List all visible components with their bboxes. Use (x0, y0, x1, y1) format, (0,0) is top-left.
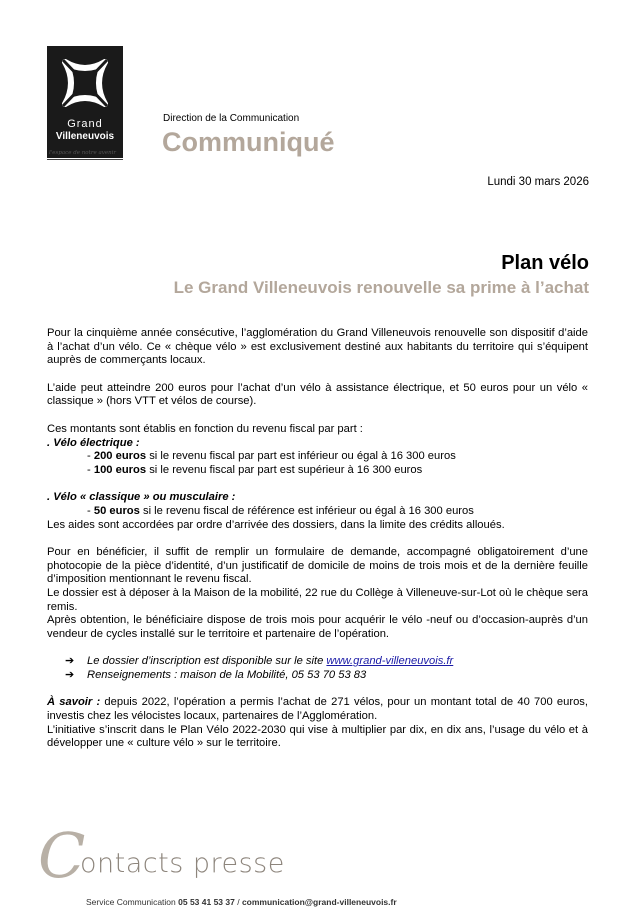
info-website-text: Le dossier d’inscription est disponible sur le site (87, 655, 327, 668)
logo-tagline: l'espace de notre avenir (49, 150, 117, 156)
arrow-right-icon: ➔ (65, 655, 75, 668)
direction-label: Direction de la Communication (163, 113, 300, 124)
press-release-subtitle: Le Grand Villeneuvois renouvelle sa prime à l’achat (173, 278, 589, 297)
paragraph-intro: Pour la cinquième année consécutive, l’agglomération du Grand Villeneuvois renouvelle son dispositif d’aide à l’achat d’un vélo. Ce « chèque vélo » est exclusivement destiné aux habitants du territoire qui s’équipent auprès de commerçants locaux. (47, 327, 588, 367)
paragraph-criteria: Ces montants sont établis en fonction du revenu fiscal par part : (47, 422, 363, 435)
logo-grand-text: Grand (67, 118, 103, 130)
electric-item: - 100 euros si le revenu fiscal par part est supérieur à 16 300 euros (87, 463, 423, 476)
logo-underline (47, 159, 123, 160)
paragraph-application: Pour en bénéficier, il suffit de remplir un formulaire de demande, accompagné obligatoirement d’une photocopie de la pièce d’identité, d’un justificatif de domicile de moins de trois mois et de la dernière feuille d’imposition mentionnant le revenu fiscal. (47, 546, 588, 586)
contacts-text: ontacts presse (80, 848, 285, 879)
paragraph-plan-velo: L’initiative s’inscrit dans le Plan Vélo 2022-2030 qui vise à multiplier par dix, en dix ans, l’usage du vélo et à développer une « culture vélo » sur le territoire. (47, 723, 588, 750)
savoir-label: À savoir : (47, 696, 101, 709)
document-type-heading: Communiqué (162, 127, 335, 157)
electric-item: - 200 euros si le revenu fiscal par part est inférieur ou égal à 16 300 euros (87, 450, 456, 463)
info-line-website (47, 655, 588, 669)
classic-item: - 50 euros si le revenu fiscal de référence est inférieur ou égal à 16 300 euros (87, 504, 474, 517)
classic-item-amount: 50 euros (93, 504, 140, 517)
paragraph-amounts: L’aide peut atteindre 200 euros pour l’achat d’un vélo à assistance électrique, et 50 euros pour un vélo « classique » (hors VTT et vélos de course). (47, 381, 588, 408)
info-contact-text: Renseignements : maison de la Mobilité, 05 53 70 53 83 (87, 668, 367, 681)
electric-item-amount: 100 euros (93, 463, 147, 476)
electric-item-text: si le revenu fiscal par part est inférieur ou égal à 16 300 euros (146, 450, 456, 463)
footer-phone: 05 53 41 53 37 (178, 897, 235, 907)
footer-service: Service Communication (86, 897, 179, 907)
electric-item-amount: 200 euros (93, 450, 147, 463)
logo-villeneuvois-text: Villeneuvois (55, 131, 115, 142)
website-link[interactable]: www.grand-villeneuvois.fr (326, 655, 454, 668)
press-release-title: Plan vélo (501, 252, 589, 274)
press-release-body (47, 327, 588, 751)
contacts-c-letter: C (38, 819, 86, 892)
classic-heading: . Vélo « classique » ou musculaire : (47, 491, 236, 504)
paragraph-deposit: Le dossier est à déposer à la Maison de la mobilité, 22 rue du Collège à Villeneuve-sur-Lot où le chèque sera remis. (47, 586, 588, 613)
organization-logo (47, 46, 123, 164)
arrow-right-icon: ➔ (65, 668, 75, 681)
paragraph-allocation: Les aides sont accordées par ordre d’arrivée des dossiers, dans la limite des crédits alloués. (47, 518, 505, 531)
info-line-contact (47, 669, 588, 683)
paragraph-savoir (47, 696, 588, 723)
footer-contact (86, 897, 397, 907)
logo-x-mark-icon (57, 54, 113, 112)
classic-item-text: si le revenu fiscal de référence est inférieur ou égal à 16 300 euros (139, 504, 474, 517)
publication-date: Lundi 30 mars 2026 (487, 176, 589, 188)
contacts-presse-logo (38, 819, 298, 892)
footer-email[interactable]: communication@grand-villeneuvois.fr (241, 897, 397, 907)
electric-heading: . Vélo électrique : (47, 436, 140, 449)
savoir-text: depuis 2022, l’opération a permis l’achat de 271 vélos, pour un montant total de 40 700 euros, investis chez les vélocistes locaux, partenaires de l’Agglomération. (47, 696, 588, 723)
electric-item-text: si le revenu fiscal par part est supérieur à 16 300 euros (146, 463, 423, 476)
paragraph-purchase: Après obtention, le bénéficiaire dispose de trois mois pour acquérir le vélo -neuf ou d’occasion-auprès d’un vendeur de cycles installé sur le territoire et partenaire de l’opération. (47, 614, 588, 640)
logo-box (47, 46, 123, 158)
footer-separator: / (234, 897, 242, 907)
